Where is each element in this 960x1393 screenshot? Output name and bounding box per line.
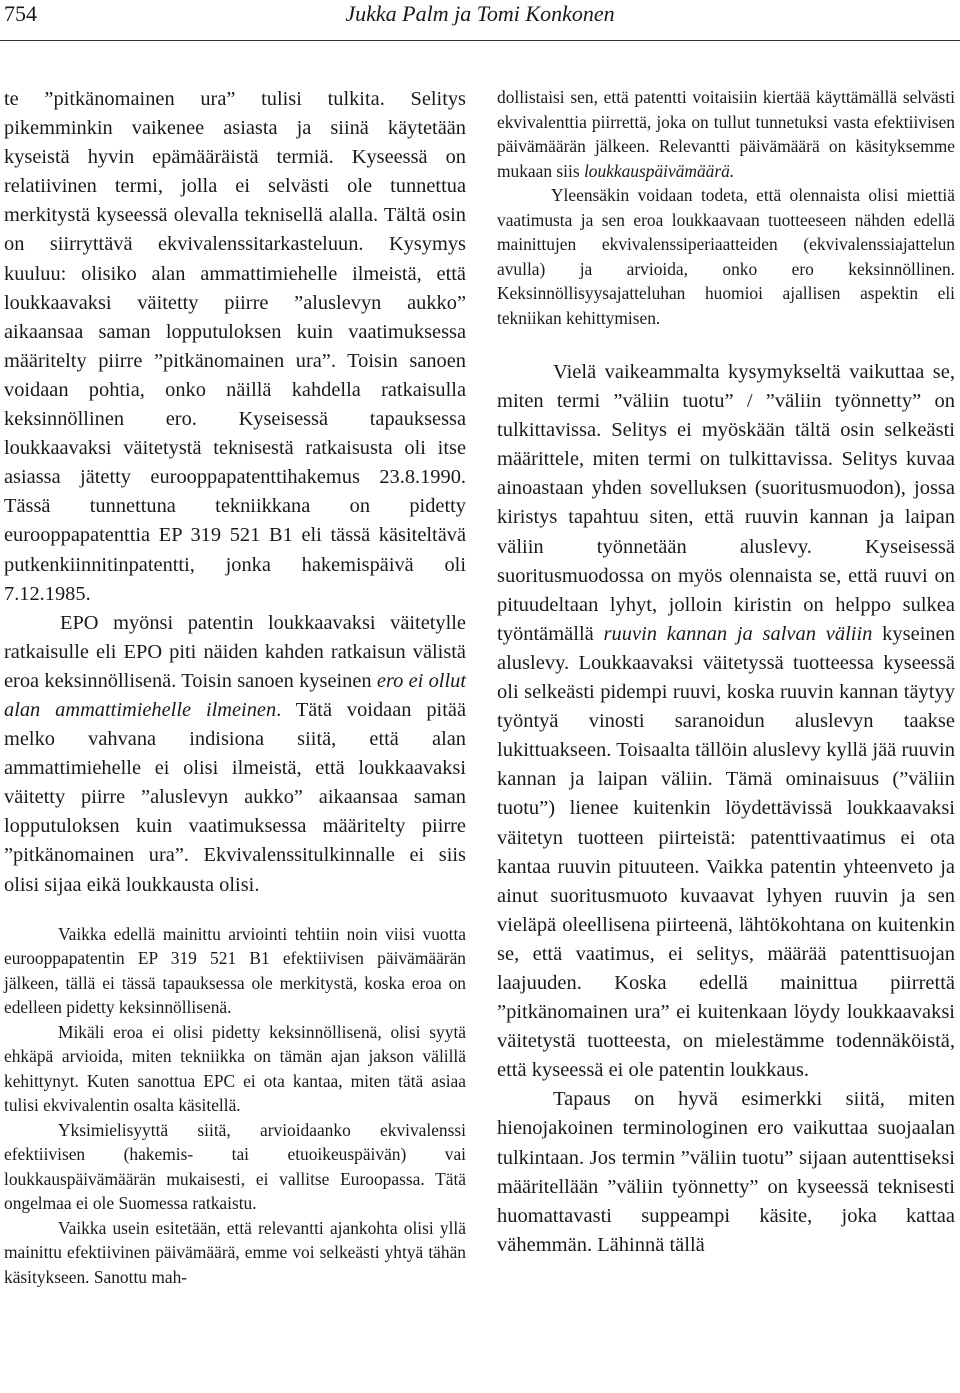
paragraph-3 [497,358,955,1085]
page-header [0,0,960,40]
paragraph-3-start: Vielä vaikeammalta kysymykseltä vaikuttaa se, miten termi ”väliin tuotu” / ”väliin työnnetty” on tulkittavissa. Selitys ei myöskään tältä osin selkeästi määrittele, miten termi on tulkittavissa. Selitys kuvaa ainoastaan yhden sovelluksen (suoritusmuodon), jossa kiristys tapahtuu siten, että ruuvin kannan ja laipan väliin työnnetään aluslevy. Kyseisessä suoritusmuodossa on myös olennaista se, että ruuvi on pituudeltaan lyhyt, jolloin kiristin on helppo sulkea työntämällä [497,361,955,645]
note-5-emphasis: loukkauspäivämäärä. [583,160,735,181]
paragraph-2 [4,609,466,900]
note-paragraph-3: Yksimielisyyttä siitä, arvioidaanko ekvivalenssi efektiivisen (hakemis- tai etuoikeuspäivän) vai loukkauspäivämäärän mukaisesti, ei vallitse Euroopassa. Tätä ongelmaa ei ole Suomessa ratkaistu. [4,1119,466,1214]
right-column [497,85,955,1260]
paragraph-1: te ”pitkänomainen ura” tulisi tulkita. Selitys pikemminkin vaikenee asiasta ja siinä käytetään kyseistä hyvin epämääräistä termiä. Kyseessä on relatiivinen termi, jolla ei selvästi ole tunnettua merkitystä kyseessä olevalla teknisellä alalla. Tältä osin on siirryttävä ekvivalenssitarkasteluun. Kysymys kuuluu: olisiko alan ammattimiehelle ilmeistä, että loukkaavaksi väitetty piirre ”aluslevyn aukko” aikaansaa saman lopputuloksen kuin vaatimuksessa määritelty piirre ”pitkänomainen ura”. Toisin sanoen voidaan pohtia, onko näillä kahdella ratkaisulla keksinnöllinen ero. Kyseisessä tapauksessa loukkaavaksi väitetystä teknisestä ratkaisusta oli itse asiassa jätetty eurooppapatenttihakemus 23.8.1990. Tässä tunnettuna tekniikkana on pidetty eurooppapatenttia EP 319 521 B1 eli tässä käsiteltävä putkenkiinnitinpatentti, jonka hakemispäivä oli 7.12.1985. [4,88,466,605]
left-column [4,85,466,1289]
header-rule [0,40,960,41]
note-paragraph-4: Vaikka usein esitetään, että relevantti ajankohta olisi yllä mainittu efektiivinen päivämäärä, emme voi selkeästi yhtyä tähän käsitykseen. Sanottu mah- [4,1217,466,1287]
note-paragraph-2: Mikäli eroa ei olisi pidetty keksinnöllisenä, olisi syytä ehkäpä arvioida, miten tekniikka on tämän ajan jakson välillä kehittynyt. Kuten sanottua EPC ei ota kantaa, miten tätä asiaa tulisi ekvivalentin osalta käsitellä. [4,1021,466,1116]
note-paragraph-5 [497,85,955,183]
paragraph-3-emphasis: ruuvin kannan ja salvan väliin [603,622,873,645]
paragraph-4: Tapaus on hyvä esimerkki siitä, miten hienojakoinen terminologinen ero vaikuttaa suojaalan tulkintaan. Jos termin ”väliin tuotu” sijaan autenttiseksi määritellään ”väliin työnnetty” on kyseessä teknisesti huomattavasti suppeampi käsite, joka kattaa vähemmän. Lähinnä tällä [497,1088,955,1256]
paragraph-2-emphasis: ero ei ollut alan ammattimiehelle ilmeinen [4,669,466,721]
note-paragraph-1: Vaikka edellä mainittu arviointi tehtiin noin viisi vuotta eurooppapatentin EP 319 521 B1 efektiivisen päivämäärän jälkeen, tällä ei tässä tapauksessa ole merkitystä, koska eroa on edelleen pidetty keksinnöllisenä. [4,923,466,1018]
page-number: 754 [4,1,37,26]
running-title: Jukka Palm ja Tomi Konkonen [345,1,615,26]
note-5-start: dollistaisi sen, että patentti voitaisiin kiertää käyttämällä selvästi ekvivalenttia piirrettä, joka on tullut tunnetuksi vasta efektiivisen päivämäärän jälkeen. Relevantti päivämäärä on käsityksemme mukaan siis [497,87,955,181]
paragraph-2-start: EPO myönsi patentin loukkaavaksi väitetylle ratkaisulle eli EPO piti näiden kahden ratkaisun välistä eroa keksinnöllisenä. Toisin sanoen kyseinen [4,611,466,692]
paragraph-2-end: . Tätä voidaan pitää melko vahvana indisiona siitä, että alan ammattimiehelle ei olisi ilmeistä, että loukkaavaksi väitetty piirre ”aluslevyn aukko” aikaansaa saman lopputuloksen kuin vaatimuksessa määritelty piirre ”pitkänomainen ura”. Ekvivalenssitulkinnalle ei siis olisi sijaa eikä loukkausta olisi. [4,698,466,896]
paragraph-3-end: kyseinen aluslevy. Loukkaavaksi väitetyssä tuotteessa kyseessä oli selkeästi pidempi ruuvi, koska ruuvin kannan täytyy työntyä vinosti saranoidun aluslevyn taakse lukittuakseen. Toisaalta tällöin aluslevy kyllä jää ruuvin kannan ja laipan väliin. Tämä ominaisuus (”väliin tuotu”) lienee kuitenkin löydettävissä loukkaavaksi väitetyn tuotteen piirteistä: patenttivaatimus ei ota kantaa ruuvin pituuteen. Vaikka patentin yhteenveto ja ainut suoritusmuoto kuvaavat lyhyen ruuvin ja sen vieläpä oleellisena piirteenä, lähtökohtana on kuitenkin se, että vaatimus, ei selitys, määrää patenttisuojan laajuuden. Koska edellä mainittua piirrettä ”pitkänomainen ura” ei kuitenkaan löydy loukkaavaksi väitetystä tuotteesta, on mielestämme todennäköistä, että kyseessä ei ole patentin loukkaus. [497,622,955,1082]
note-paragraph-6: Yleensäkin voidaan todeta, että olennaista olisi miettiä vaatimusta ja sen eroa loukkaavaan tuotteeseen nähden edellä mainittujen ekvivalenssiperiaatteiden (ekvivalenssiajattelun avulla) ja arvioida, onko ero keksinnöllinen. Keksinnöllisyysajatteluhan huomioi ajallisen aspektin eli tekniikan kehittymisen. [497,185,955,328]
